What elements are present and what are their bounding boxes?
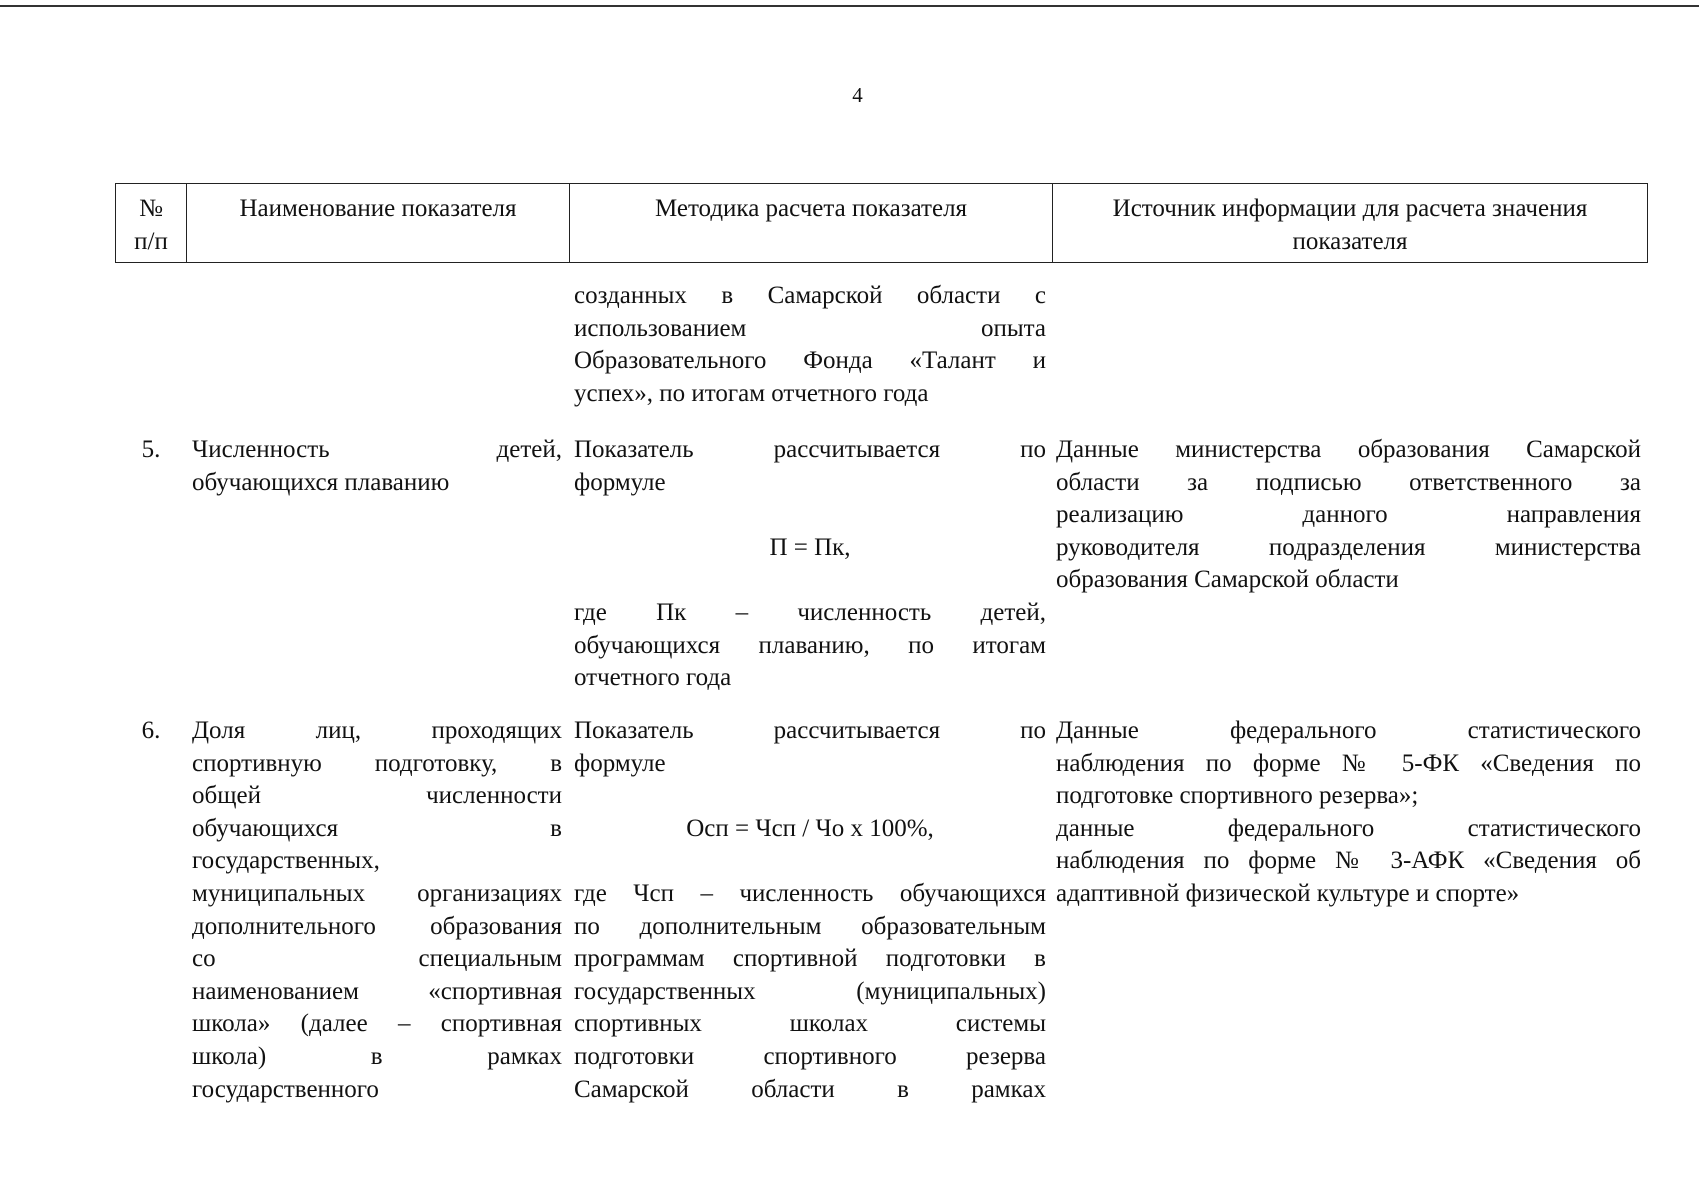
text-line: Образовательного Фонда «Талант и <box>574 347 1046 375</box>
text-line: наблюдения по форме № 3-АФК «Сведения об <box>1056 847 1641 875</box>
blank-line <box>574 499 1046 532</box>
row-5-formula: П = Пк, <box>769 533 851 561</box>
text-line: муниципальных организациях <box>192 879 562 907</box>
row-6-number: 6. <box>141 717 161 744</box>
text-line: школа) в рамках <box>192 1042 562 1070</box>
text-line: Самарской области в рамках <box>574 1075 1046 1103</box>
text-line: области за подписью ответственного за <box>1056 468 1641 496</box>
indicators-table-header <box>115 183 1648 263</box>
text-line: наименованием «спортивная <box>192 977 562 1005</box>
text-line: обучающихся в <box>192 814 562 842</box>
text-line: государственных (муниципальных) <box>574 977 1046 1005</box>
header-cell-source <box>1053 184 1648 263</box>
row-6-method <box>574 715 1046 1106</box>
text-line: государственных, <box>192 847 380 875</box>
text-line: формуле <box>574 468 666 496</box>
blank-line <box>574 845 1046 878</box>
text-line: отчетного года <box>574 664 732 692</box>
header-number-label: № п/п <box>134 195 168 255</box>
text-line: школа» (далее – спортивная <box>192 1010 562 1038</box>
text-line: подготовки спортивного резерва <box>574 1042 1046 1070</box>
header-cell-number <box>116 184 187 263</box>
text-line: Доля лиц, проходящих <box>192 717 562 744</box>
text-line: реализацию данного направления <box>1056 501 1641 529</box>
text-line: данные федерального статистического <box>1056 814 1641 842</box>
header-row <box>116 184 1648 263</box>
text-line: обучающихся плаванию, по итогам <box>574 631 1046 659</box>
text-line: программам спортивной подготовки в <box>574 945 1046 973</box>
text-line: формуле <box>574 749 666 777</box>
row-6-formula: Осп = Чсп / Чо х 100%, <box>686 814 934 842</box>
text-line: спортивных школах системы <box>574 1010 1046 1038</box>
header-source-label: Источник информации для расчета значения показателя <box>1112 195 1588 255</box>
text-line: Показатель рассчитывается по <box>574 717 1046 744</box>
text-line: со специальным <box>192 945 562 973</box>
text-line: использованием опыта <box>574 314 1046 342</box>
header-method-label: Методика расчета показателя <box>654 195 968 222</box>
blank-line <box>574 564 1046 597</box>
text-line: где Чсп – численность обучающихся <box>574 879 1046 907</box>
text-line: адаптивной физической культуре и спорте» <box>1056 879 1520 907</box>
text-line: Данные федерального статистического <box>1056 717 1641 744</box>
header-cell-name <box>187 184 570 263</box>
text-line: подготовке спортивного резерва»; <box>1056 782 1419 810</box>
row-5-method <box>574 434 1046 695</box>
text-line: Численность детей, <box>192 436 562 463</box>
text-line: успех», по итогам отчетного года <box>574 379 929 407</box>
row-6-source <box>1056 715 1641 911</box>
header-name-label: Наименование показателя <box>239 195 517 222</box>
blank-line <box>574 780 1046 813</box>
row-5-name <box>192 434 562 499</box>
text-line: дополнительного образования <box>192 912 562 940</box>
row-6-name <box>192 715 562 1106</box>
text-line: где Пк – численность детей, <box>574 598 1046 626</box>
page-number: 4 <box>852 83 863 107</box>
top-border-line <box>0 5 1699 7</box>
continuation-method <box>574 280 1046 410</box>
row-5-source <box>1056 434 1641 597</box>
text-line: общей численности <box>192 782 562 810</box>
text-line: образования Самарской области <box>1056 566 1399 594</box>
text-line: спортивную подготовку, в <box>192 749 562 777</box>
text-line: руководителя подразделения министерства <box>1056 533 1641 561</box>
row-5-number: 5. <box>141 436 161 463</box>
text-line: Показатель рассчитывается по <box>574 436 1046 463</box>
text-line: по дополнительным образовательным <box>574 912 1046 940</box>
text-line: Данные министерства образования Самарской <box>1056 436 1641 463</box>
text-line: созданных в Самарской области с <box>574 282 1046 309</box>
text-line: обучающихся плаванию <box>192 468 450 496</box>
text-line: наблюдения по форме № 5-ФК «Сведения по <box>1056 749 1641 777</box>
header-cell-method <box>570 184 1053 263</box>
text-line: государственного <box>192 1075 379 1103</box>
